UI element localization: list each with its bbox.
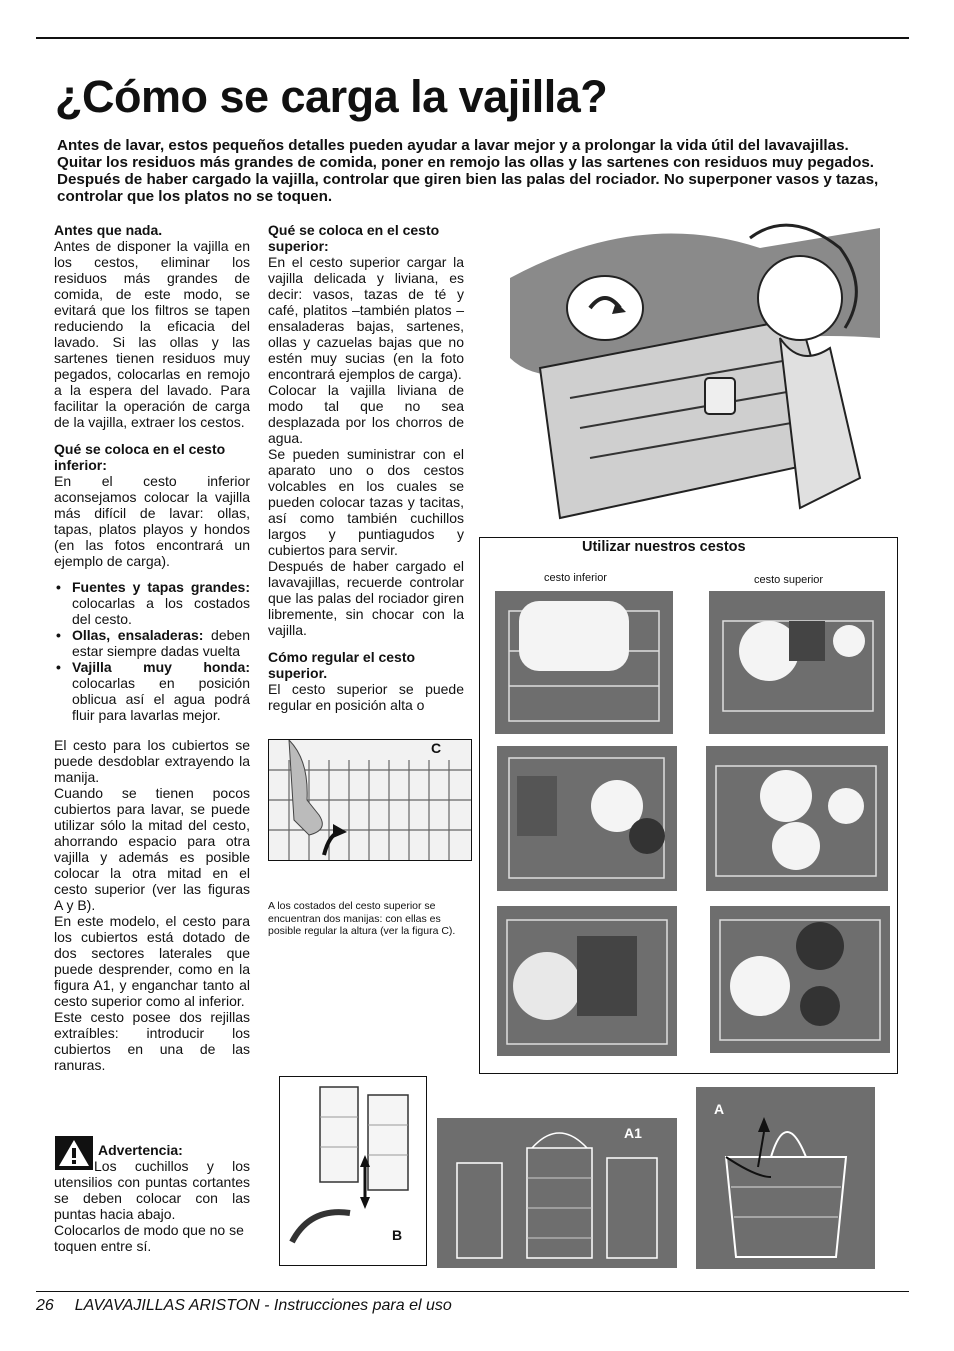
page-number: 26 bbox=[36, 1297, 54, 1314]
list-item: • Fuentes y tapas grandes: colocarlas a los costados del cesto. bbox=[54, 579, 250, 627]
basket-handle-illustration bbox=[269, 740, 472, 861]
lower-basket-photo-2 bbox=[497, 746, 677, 891]
bullet-list bbox=[54, 579, 250, 723]
paragraph: Cuando se tienen pocos cubiertos para lavar, se puede utilizar sólo la mitad del cesto, ahorrando espacio para otra vajilla y además es posible colocar la otra mitad en el cesto superior (ver las figuras A y B). bbox=[54, 785, 250, 913]
list-item: • Ollas, ensaladeras: deben estar siempre dadas vuelta bbox=[54, 627, 250, 659]
paragraph: En este modelo, el cesto para los cubiertos está dotado de dos sectores laterales que puede desprender, como en la figura A1, y enganchar tanto al cesto superior como al inferior. bbox=[54, 913, 250, 1009]
warning-block bbox=[54, 1142, 250, 1254]
upper-basket-label: cesto superior bbox=[754, 574, 824, 586]
page-title: ¿Cómo se carga la vajilla? bbox=[55, 71, 608, 122]
baskets-panel bbox=[479, 537, 898, 1074]
upper-basket-photo-1 bbox=[709, 591, 885, 734]
upper-basket-photo-2 bbox=[706, 746, 888, 891]
upper-basket-photo-3 bbox=[710, 906, 890, 1053]
column-left bbox=[54, 222, 250, 1073]
figure-a1 bbox=[437, 1118, 677, 1268]
lower-basket-photo-3 bbox=[497, 906, 677, 1056]
footer-text: LAVAVAJILLAS ARISTON - Instrucciones para el uso bbox=[74, 1297, 452, 1314]
lower-basket-photo-1 bbox=[495, 591, 673, 734]
heading-cesto-inferior: Qué se coloca en el cesto inferior: bbox=[54, 441, 226, 473]
paragraph: El cesto para los cubiertos se puede desdoblar extrayendo la manija. bbox=[54, 737, 250, 785]
figure-c-caption: A los costados del cesto superior se encuentran dos manijas: con ellas es posible regular la altura (ver la figura C). bbox=[268, 900, 456, 937]
paragraph: Después de haber cargado el lavavajillas, recuerde controlar que las palas del rociador giren libremente, sin chocar con la vajilla. bbox=[268, 558, 464, 638]
woman-loading-dishwasher-illustration bbox=[500, 218, 880, 523]
figure-a bbox=[696, 1087, 875, 1269]
warning-text-2: Colocarlos de modo que no se toquen entre sí. bbox=[54, 1222, 244, 1254]
figure-c bbox=[268, 739, 472, 861]
figure-b-label: B bbox=[392, 1227, 403, 1243]
paragraph: Antes de disponer la vajilla en los cestos, eliminar los residuos más grandes de comida, de este modo, se evitará que los filtros se tapen reduciendo la eficacia del lavado. Si las ollas y las sartenes tienen residuos muy pegados, colocarlas en remojo a la espera del lavado. Para facilitar la operación de carga de la vajilla, extraer los cestos. bbox=[54, 238, 250, 430]
bottom-rule bbox=[36, 1291, 909, 1292]
column-middle bbox=[268, 222, 464, 713]
baskets-title: Utilizar nuestros cestos bbox=[582, 539, 746, 555]
figure-a-label: A bbox=[714, 1101, 725, 1117]
lower-basket-label: cesto inferior bbox=[544, 572, 607, 584]
figure-c-label: C bbox=[431, 740, 442, 756]
heading-antes: Antes que nada. bbox=[54, 222, 163, 238]
paragraph: El cesto superior se puede regular en posición alta o bbox=[268, 681, 464, 713]
paragraph: Este cesto posee dos rejillas extraíbles: introducir los cubiertos en una de las ranuras. bbox=[54, 1009, 250, 1073]
list-item: • Vajilla muy honda: colocarlas en posición oblicua así el agua podrá fluir para lavarlas mejor. bbox=[54, 659, 250, 723]
paragraph: Se pueden suministrar con el aparato uno o dos cestos volcables en los cuales se pueden colocar tazas y tacitas, así como también cuchillos largos y puntiagudos y cubiertos para servir. bbox=[268, 446, 464, 558]
warning-title: Advertencia: bbox=[98, 1142, 183, 1158]
heading-regular: Cómo regular el cesto superior. bbox=[268, 649, 416, 681]
figure-a1-label: A1 bbox=[624, 1125, 642, 1141]
paragraph: En el cesto superior cargar la vajilla delicada y liviana, es decir: vasos, tazas de té y café, platitos –también platos –ensaladeras bajas, sartenes, ollas y cazuelas bajas que no estén muy sucias (en la foto encontrará ejemplos de carga). bbox=[268, 254, 464, 382]
top-rule bbox=[36, 37, 909, 39]
paragraph: Colocar la vajilla liviana de modo tal que no sea desplazada por los chorros de agua. bbox=[268, 382, 464, 446]
warning-text: Los cuchillos y los utensilios con puntas cortantes se deben colocar con las puntas hacia abajo. bbox=[54, 1158, 250, 1222]
heading-cesto-superior: Qué se coloca en el cesto superior: bbox=[268, 222, 440, 254]
figure-b bbox=[279, 1076, 427, 1266]
intro-paragraph: Antes de lavar, estos pequeños detalles pueden ayudar a lavar mejor y a prolongar la vida útil del lavavajillas. Quitar los residuos más grandes de comida, poner en remojo las ollas y las sartenes con residuos muy pegados. Después de haber cargado la vajilla, controlar que giren bien las palas del rociador. No superponer vasos y tazas, controlar que los platos no se toquen. bbox=[57, 137, 879, 205]
page-footer bbox=[36, 1297, 452, 1315]
paragraph: En el cesto inferior aconsejamos colocar la vajilla más difícil de lavar: ollas, tapas, platos playos y hondos (en las fotos encontrará un ejemplo de carga). bbox=[54, 473, 250, 569]
